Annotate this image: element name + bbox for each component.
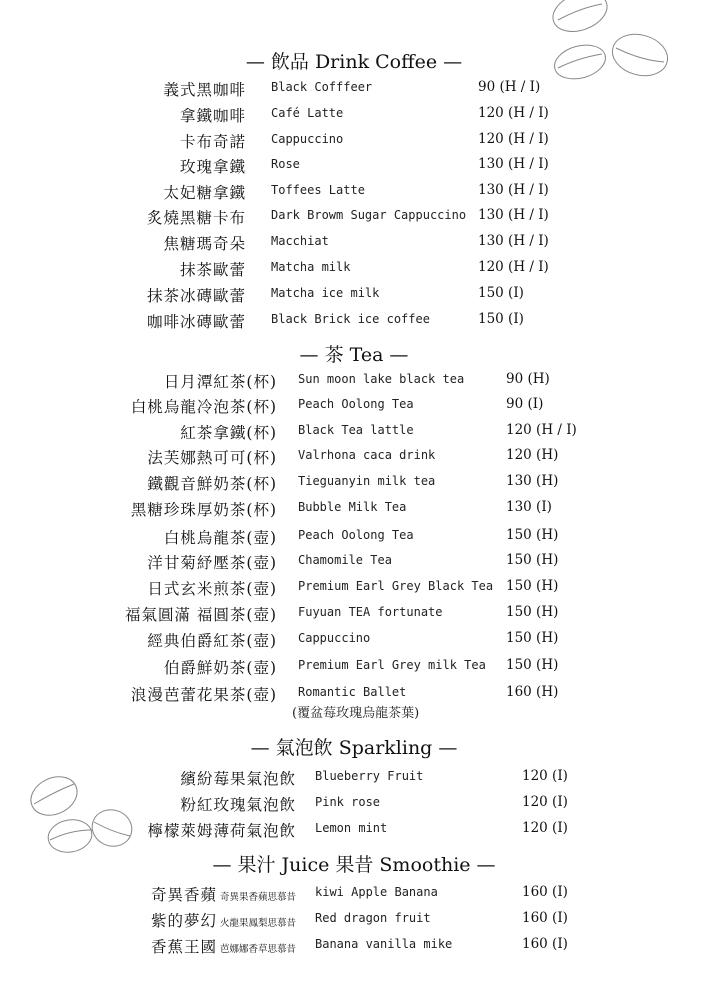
- item-name-zh: [0, 883, 296, 905]
- item-name-zh: 伯爵鮮奶茶(壺): [163, 659, 277, 677]
- item-name-en: Banana vanilla mike: [315, 937, 453, 951]
- item-name-main: 紫的夢幻: [150, 912, 217, 930]
- item-price: 150 (I): [478, 311, 524, 327]
- item-price: 150 (H): [506, 527, 559, 543]
- item-price: 130 (H / I): [478, 182, 549, 198]
- item-name-zh: 玫瑰拿鐵: [179, 158, 246, 176]
- item-price: 160 (I): [522, 910, 568, 926]
- item-subtitle: (覆盆莓玫瑰烏龍茶葉): [292, 706, 420, 721]
- item-name-zh: 抹茶歐蕾: [179, 261, 246, 279]
- item-name-en: Toffees Latte: [271, 183, 365, 197]
- item-name-main: 香蕉王國: [150, 938, 217, 956]
- item-name-en: Peach Oolong Tea: [298, 397, 414, 411]
- item-name-zh: 經典伯爵紅茶(壺): [147, 632, 277, 650]
- item-name-main: 奇異香蘋: [150, 886, 217, 904]
- item-name-zh: 拿鐵咖啡: [179, 107, 246, 125]
- item-name-en: Black Brick ice coffee: [271, 312, 430, 326]
- item-price: 90 (I): [506, 396, 544, 412]
- section-title-juice: — 果汁 Juice 果昔 Smoothie —: [212, 854, 496, 876]
- item-name-sub: 芭娜娜香草思慕昔: [219, 944, 296, 955]
- item-price: 120 (I): [522, 768, 568, 784]
- item-name-en: Premium Earl Grey Black Tea: [298, 579, 494, 593]
- item-name-zh: 洋甘菊紓壓茶(壺): [147, 554, 277, 572]
- item-name-en: Tieguanyin milk tea: [298, 474, 436, 488]
- item-name-en: Pink rose: [315, 795, 381, 809]
- item-name-en: Matcha milk: [271, 260, 351, 274]
- item-name-en: Red dragon fruit: [315, 911, 431, 925]
- item-name-zh: 白桃烏龍茶(壺): [163, 529, 277, 547]
- item-name-zh: 粉紅玫瑰氣泡飲: [180, 796, 296, 814]
- item-name-en: Valrhona caca drink: [298, 448, 436, 462]
- item-price: 120 (H / I): [478, 259, 549, 275]
- item-name-en: Chamomile Tea: [298, 553, 392, 567]
- item-price: 150 (H): [506, 657, 559, 673]
- item-name-zh: 福氣圓滿 福圓茶(壺): [124, 606, 277, 624]
- item-name-en: Cappuccino: [271, 132, 344, 146]
- item-price: 130 (H / I): [478, 233, 549, 249]
- item-name-en: Black Cofffeer: [271, 80, 373, 94]
- item-name-sub: 奇異果香蘋思慕昔: [219, 892, 296, 903]
- item-price: 120 (I): [522, 820, 568, 836]
- item-name-en: Lemon mint: [315, 821, 388, 835]
- item-price: 120 (H / I): [506, 422, 577, 438]
- item-price: 160 (I): [522, 884, 568, 900]
- item-price: 130 (H): [506, 473, 559, 489]
- item-name-zh: 卡布奇諾: [179, 133, 246, 151]
- item-name-zh: 浪漫芭蕾花果茶(壺): [130, 686, 277, 704]
- item-name-zh: 咖啡冰磚歐蕾: [146, 313, 246, 331]
- item-name-en: Peach Oolong Tea: [298, 528, 414, 542]
- item-name-zh: 白桃烏龍冷泡茶(杯): [130, 398, 277, 416]
- item-name-zh: 日月潭紅茶(杯): [163, 373, 277, 391]
- item-price: 150 (I): [478, 285, 524, 301]
- item-name-zh: 檸檬萊姆薄荷氣泡飲: [147, 822, 296, 840]
- item-name-en: Blueberry Fruit: [315, 769, 424, 783]
- item-price: 120 (H / I): [478, 131, 549, 147]
- item-name-en: Café Latte: [271, 106, 344, 120]
- item-price: 120 (H): [506, 447, 559, 463]
- item-price: 150 (H): [506, 578, 559, 594]
- item-name-zh: 義式黑咖啡: [163, 81, 246, 99]
- item-price: 160 (I): [522, 936, 568, 952]
- item-name-zh: 日式玄米煎茶(壺): [147, 580, 277, 598]
- item-price: 90 (H): [506, 371, 550, 387]
- item-price: 130 (H / I): [478, 207, 549, 223]
- item-name-en: Fuyuan TEA fortunate: [298, 605, 443, 619]
- item-price: 120 (I): [522, 794, 568, 810]
- item-name-zh: 繽紛莓果氣泡飲: [180, 770, 296, 788]
- item-name-en: Black Tea lattle: [298, 423, 414, 437]
- item-name-zh: 黑糖珍珠厚奶茶(杯): [130, 501, 277, 519]
- section-title-coffee: — 飲品 Drink Coffee —: [245, 51, 463, 73]
- item-name-zh: 法芙娜熱可可(杯): [147, 449, 277, 467]
- item-name-zh: 鐵觀音鮮奶茶(杯): [147, 475, 277, 493]
- item-name-zh: 紅茶拿鐵(杯): [180, 424, 277, 442]
- item-name-zh: 炙燒黑糖卡布: [146, 209, 246, 227]
- item-name-zh: 焦糖瑪奇朵: [163, 235, 246, 253]
- item-price: 130 (H / I): [478, 156, 549, 172]
- item-name-en: Romantic Ballet: [298, 685, 407, 699]
- item-price: 150 (H): [506, 630, 559, 646]
- item-name-en: Premium Earl Grey milk Tea: [298, 658, 486, 672]
- item-price: 130 (I): [506, 499, 552, 515]
- section-title-sparkling: — 氣泡飲 Sparkling —: [250, 737, 458, 759]
- item-price: 150 (H): [506, 604, 559, 620]
- item-name-sub: 火龍果鳳梨思慕昔: [219, 918, 296, 929]
- item-name-en: Sun moon lake black tea: [298, 372, 465, 386]
- item-name-zh: 抹茶冰磚歐蕾: [146, 287, 246, 305]
- item-name-en: kiwi Apple Banana: [315, 885, 438, 899]
- item-price: 90 (H / I): [478, 79, 541, 95]
- item-name-en: Rose: [271, 157, 300, 171]
- item-name-en: Cappuccino: [298, 631, 371, 645]
- item-name-zh: 太妃糖拿鐵: [163, 184, 246, 202]
- item-price: 160 (H): [506, 684, 559, 700]
- item-price: 120 (H / I): [478, 105, 549, 121]
- item-name-zh: [0, 909, 296, 931]
- item-name-en: Macchiat: [271, 234, 329, 248]
- section-title-tea: — 茶 Tea —: [299, 344, 409, 366]
- item-name-zh: [0, 935, 296, 957]
- item-name-en: Bubble Milk Tea: [298, 500, 407, 514]
- item-name-en: Dark Browm Sugar Cappuccino: [271, 208, 467, 222]
- item-price: 150 (H): [506, 552, 559, 568]
- item-name-en: Matcha ice milk: [271, 286, 380, 300]
